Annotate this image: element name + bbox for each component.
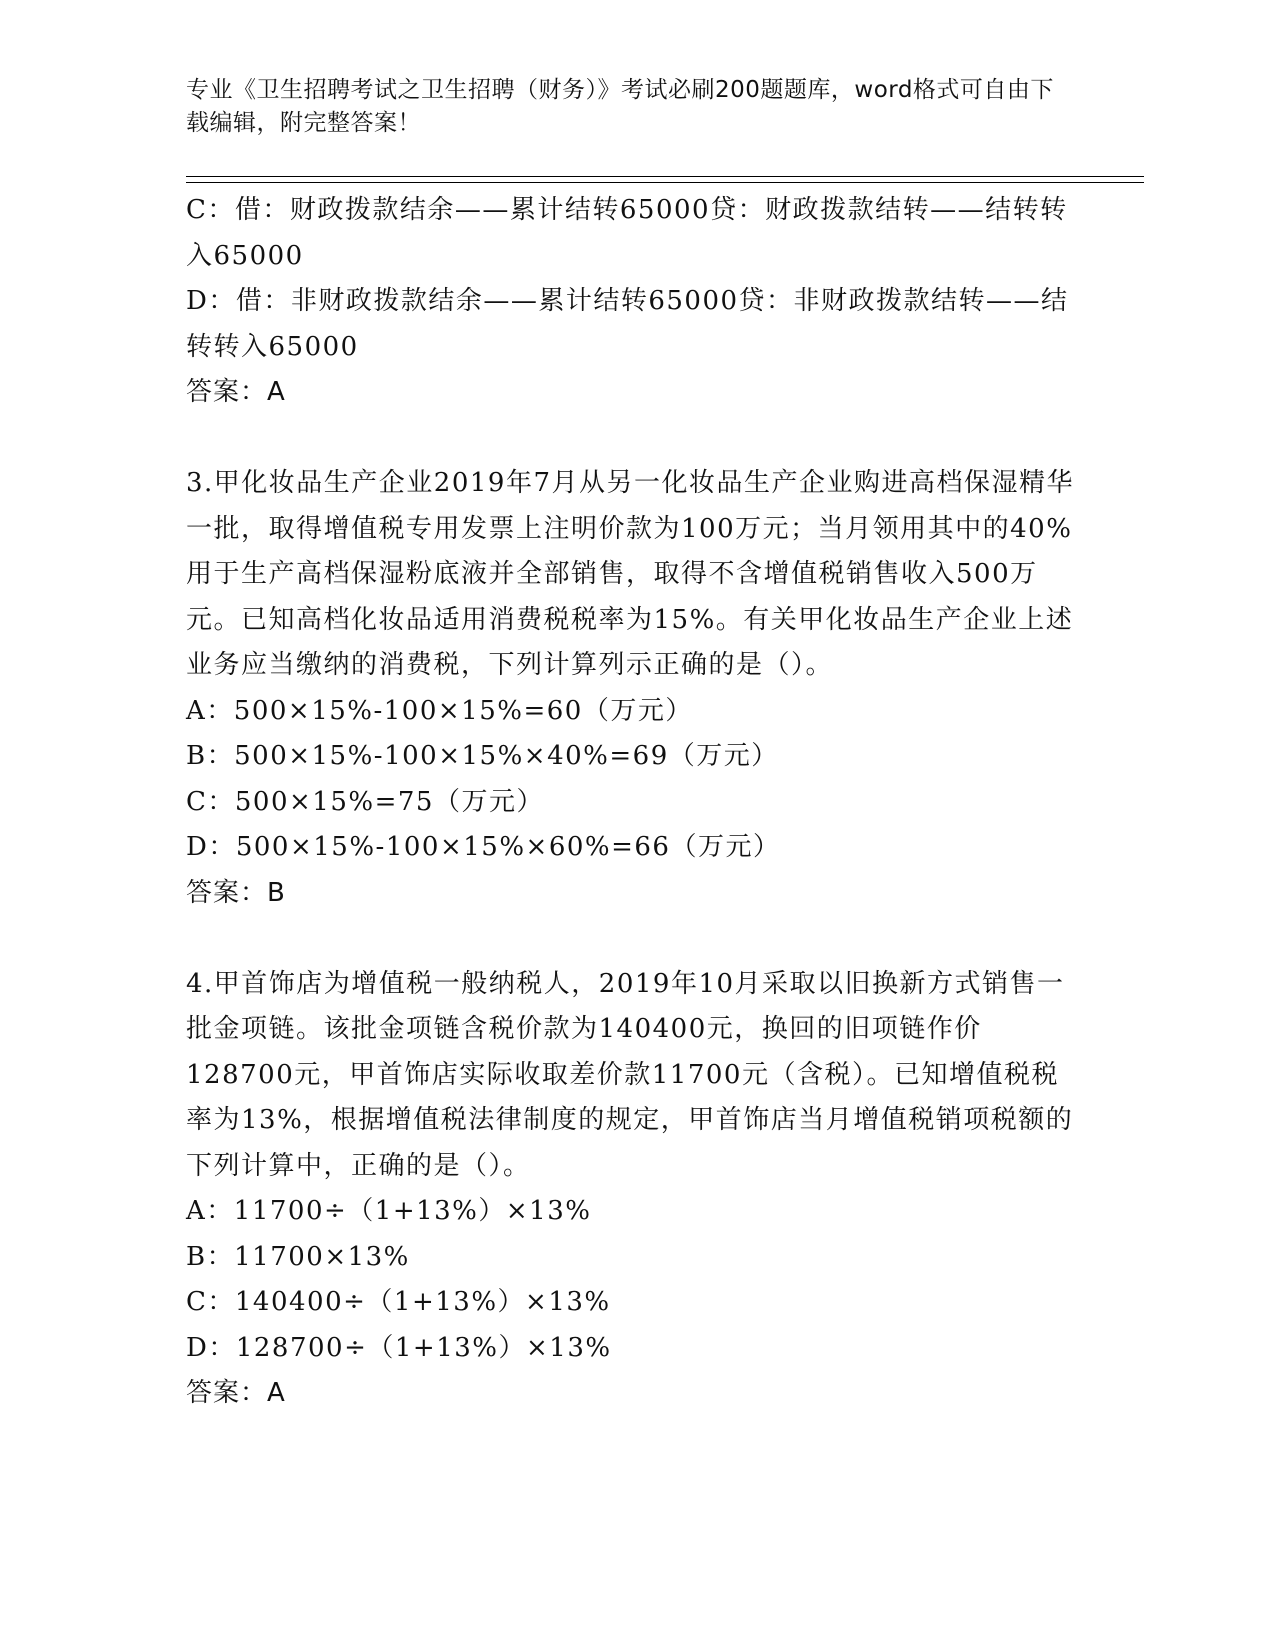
spacer — [186, 416, 1076, 462]
question-block-2 — [186, 188, 1076, 416]
header-title: 专业《卫生招聘考试之卫生招聘（财务）》考试必刷200题题库，word格式可自由下载编辑，附完整答案！ — [186, 77, 1054, 136]
question-text: 3.甲化妆品生产企业2019年7月从另一化妆品生产企业购进高档保湿精华一批，取得增值税专用发票上注明价款为100万元；当月领用其中的40%用于生产高档保湿粉底液并全部销售，取得不含增值税销售收入500万元。已知高档化妆品适用消费税税率为15%。有关甲化妆品生产企业上述业务应当缴纳的消费税，下列计算列示正确的是（）。 — [186, 468, 1075, 680]
document-body — [186, 188, 1076, 1417]
option-c: C：借：财政拨款结余——累计结转65000贷：财政拨款结转——结转转入65000 — [186, 195, 1068, 271]
option-d: D：借：非财政拨款结余——累计结转65000贷：非财政拨款结转——结转转入65000 — [186, 286, 1069, 362]
answer-line: 答案：A — [186, 1378, 286, 1408]
option-d: D：128700÷（1+13%）×13% — [186, 1332, 612, 1363]
option-c: C：140400÷（1+13%）×13% — [186, 1287, 611, 1317]
option-d: D：500×15%-100×15%×60%=66（万元） — [186, 832, 781, 862]
question-block-4 — [186, 962, 1076, 1417]
header-divider-bottom — [186, 182, 1144, 183]
spacer — [186, 916, 1076, 962]
option-b: B：11700×13% — [186, 1241, 410, 1272]
question-text: 4.甲首饰店为增值税一般纳税人，2019年10月采取以旧换新方式销售一批金项链。该批金项链含税价款为140400元，换回的旧项链作价128700元，甲首饰店实际收取差价款11700元（含税）。已知增值税税率为13%，根据增值税法律制度的规定，甲首饰店当月增值税销项税额的下列计算中，正确的是（）。 — [186, 968, 1074, 1181]
answer-line: 答案：B — [186, 877, 286, 908]
option-b: B：500×15%-100×15%×40%=69（万元） — [186, 741, 779, 771]
document-header — [186, 74, 1066, 140]
answer-line: 答案：A — [186, 377, 286, 407]
question-block-3 — [186, 461, 1076, 916]
option-c: C：500×15%=75（万元） — [186, 786, 544, 817]
option-a: A：11700÷（1+13%）×13% — [186, 1196, 592, 1226]
option-a: A：500×15%-100×15%=60（万元） — [186, 695, 693, 726]
header-divider-top — [186, 176, 1144, 177]
